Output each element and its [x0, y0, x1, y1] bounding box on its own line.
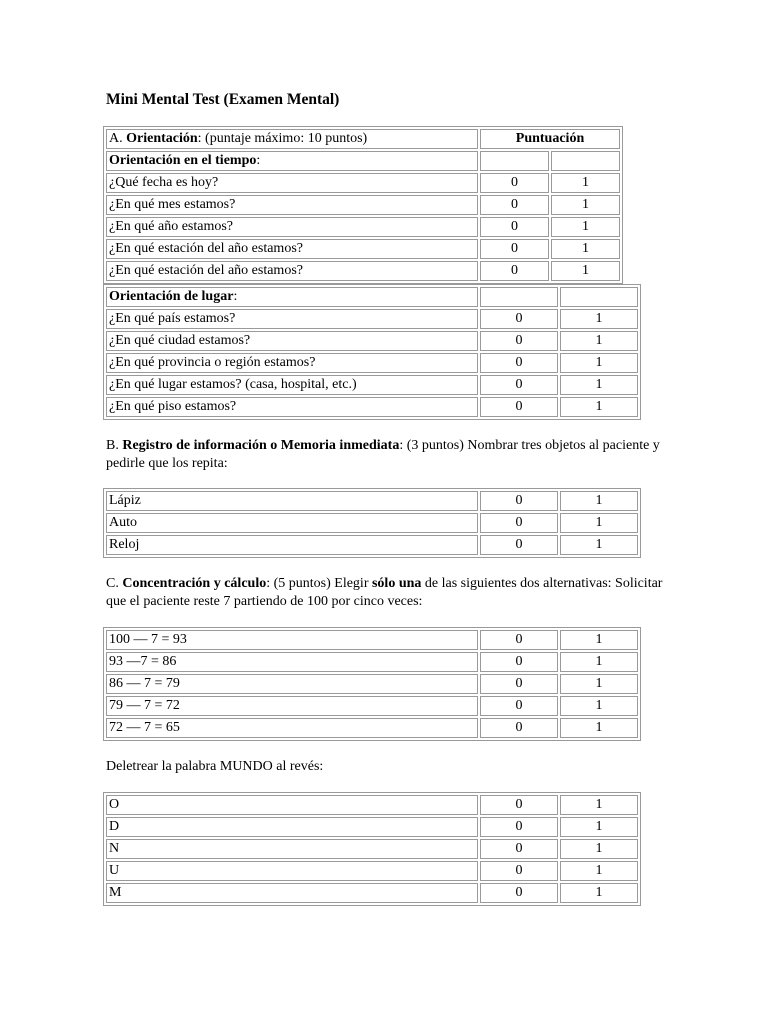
question-cell: Auto: [106, 513, 478, 533]
question-cell: 93 —7 = 86: [106, 652, 478, 672]
score-zero: 0: [480, 718, 558, 738]
question-cell: N: [106, 839, 478, 859]
question-cell: ¿En qué año estamos?: [106, 217, 478, 237]
question-cell: ¿Qué fecha es hoy?: [106, 173, 478, 193]
table-row: [106, 353, 638, 373]
question-cell: ¿En qué ciudad estamos?: [106, 331, 478, 351]
table-row: [106, 173, 620, 193]
table-row: [106, 652, 638, 672]
table-row: [106, 261, 620, 281]
score-one: 1: [551, 173, 620, 193]
score-zero: 0: [480, 375, 558, 395]
score-one: 1: [560, 309, 638, 329]
question-cell: ¿En qué lugar estamos? (casa, hospital, etc.): [106, 375, 478, 395]
section-b-intro: [106, 437, 666, 473]
table-row: [106, 861, 638, 881]
table-row: [106, 239, 620, 259]
lugar-rest: :: [233, 289, 238, 304]
score-zero: 0: [480, 491, 558, 511]
table-row: [106, 513, 638, 533]
section-c-prefix: C.: [106, 576, 123, 591]
score-zero: 0: [480, 674, 558, 694]
section-c-mid: : (5 puntos) Elegir: [266, 576, 372, 591]
table-row: [106, 630, 638, 650]
score-zero: 0: [480, 397, 558, 417]
empty-cell: [560, 287, 638, 307]
score-zero: 0: [480, 261, 549, 281]
score-zero: 0: [480, 795, 558, 815]
table-row: [106, 535, 638, 555]
table-row: [106, 839, 638, 859]
table-row: [106, 491, 638, 511]
question-cell: ¿En qué país estamos?: [106, 309, 478, 329]
score-zero: 0: [480, 696, 558, 716]
table-row: [106, 375, 638, 395]
question-cell: U: [106, 861, 478, 881]
calculo-table: [103, 627, 641, 741]
memoria-table: [103, 488, 641, 558]
orientacion-header-row: [106, 129, 620, 149]
section-a-prefix: A.: [109, 131, 127, 146]
tiempo-rest: :: [256, 153, 261, 168]
question-cell: ¿En qué estación del año estamos?: [106, 261, 478, 281]
table-row: [106, 397, 638, 417]
table-row: [106, 195, 620, 215]
section-c-bold: Concentración y cálculo: [122, 576, 267, 591]
score-zero: 0: [480, 513, 558, 533]
score-one: 1: [551, 261, 620, 281]
score-one: 1: [560, 513, 638, 533]
score-zero: 0: [480, 173, 549, 193]
question-cell: 86 — 7 = 79: [106, 674, 478, 694]
mundo-table: [103, 792, 641, 906]
score-zero: 0: [480, 817, 558, 837]
table-row: [106, 217, 620, 237]
table-row: [106, 674, 638, 694]
question-cell: Reloj: [106, 535, 478, 555]
lugar-subheader-row: [106, 287, 638, 307]
orientacion-table: [103, 126, 623, 284]
question-cell: ¿En qué piso estamos?: [106, 397, 478, 417]
score-header: Puntuación: [480, 129, 620, 149]
score-one: 1: [560, 696, 638, 716]
question-cell: 72 — 7 = 65: [106, 718, 478, 738]
table-row: [106, 331, 638, 351]
score-one: 1: [551, 195, 620, 215]
table-row: [106, 718, 638, 738]
table-row: [106, 817, 638, 837]
score-zero: 0: [480, 353, 558, 373]
section-c-intro: [106, 575, 676, 611]
score-one: 1: [560, 718, 638, 738]
tiempo-bold: Orientación en el tiempo: [109, 153, 257, 168]
table-row: [106, 795, 638, 815]
question-cell: Lápiz: [106, 491, 478, 511]
score-one: 1: [560, 652, 638, 672]
score-zero: 0: [480, 195, 549, 215]
score-one: 1: [560, 535, 638, 555]
lugar-subheader: [106, 287, 478, 307]
score-one: 1: [560, 491, 638, 511]
empty-cell: [551, 151, 620, 171]
score-zero: 0: [480, 217, 549, 237]
tiempo-subheader-row: [106, 151, 620, 171]
section-a-bold: Orientación: [126, 131, 198, 146]
question-cell: D: [106, 817, 478, 837]
section-b-rest: : (3 puntos) Nombrar tres objetos al paciente y pedirle que los repita:: [106, 438, 660, 471]
score-zero: 0: [480, 331, 558, 351]
score-one: 1: [560, 795, 638, 815]
lugar-table: [103, 284, 641, 420]
score-zero: 0: [480, 309, 558, 329]
score-one: 1: [560, 674, 638, 694]
question-cell: ¿En qué mes estamos?: [106, 195, 478, 215]
score-zero: 0: [480, 630, 558, 650]
table-row: [106, 696, 638, 716]
question-cell: M: [106, 883, 478, 903]
score-one: 1: [560, 839, 638, 859]
question-cell: 79 — 7 = 72: [106, 696, 478, 716]
score-one: 1: [560, 630, 638, 650]
question-cell: ¿En qué estación del año estamos?: [106, 239, 478, 259]
tiempo-subheader: [106, 151, 478, 171]
empty-cell: [480, 151, 549, 171]
score-zero: 0: [480, 883, 558, 903]
score-one: 1: [560, 883, 638, 903]
empty-cell: [480, 287, 558, 307]
score-zero: 0: [480, 535, 558, 555]
score-zero: 0: [480, 652, 558, 672]
table-row: [106, 883, 638, 903]
score-one: 1: [560, 331, 638, 351]
page-title: Mini Mental Test (Examen Mental): [106, 91, 340, 108]
question-cell: 100 — 7 = 93: [106, 630, 478, 650]
score-one: 1: [560, 817, 638, 837]
score-one: 1: [551, 217, 620, 237]
section-b-prefix: B.: [106, 438, 123, 453]
score-one: 1: [551, 239, 620, 259]
score-zero: 0: [480, 861, 558, 881]
score-zero: 0: [480, 839, 558, 859]
question-cell: ¿En qué provincia o región estamos?: [106, 353, 478, 373]
score-one: 1: [560, 861, 638, 881]
score-one: 1: [560, 375, 638, 395]
section-b-bold: Registro de información o Memoria inmediata: [122, 438, 400, 453]
question-cell: O: [106, 795, 478, 815]
section-c-bold2: sólo una: [371, 576, 422, 591]
orientacion-heading: [106, 129, 478, 149]
score-one: 1: [560, 397, 638, 417]
lugar-bold: Orientación de lugar: [109, 289, 234, 304]
section-d-intro: Deletrear la palabra MUNDO al revés:: [106, 759, 324, 774]
section-c-rest: de las siguientes dos alternativas: Solicitar que el paciente reste 7 partiendo de 100 por cinco veces:: [106, 576, 663, 609]
section-a-rest: : (puntaje máximo: 10 puntos): [197, 131, 368, 146]
score-one: 1: [560, 353, 638, 373]
score-zero: 0: [480, 239, 549, 259]
table-row: [106, 309, 638, 329]
